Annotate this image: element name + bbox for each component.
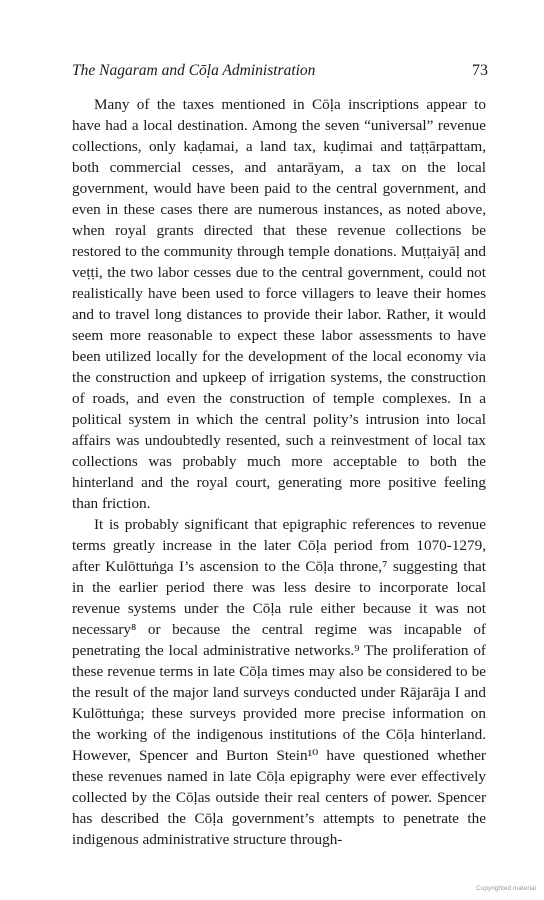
body-text [72, 94, 486, 850]
copyright-notice: Copyrighted material [476, 885, 536, 892]
page-number: 73 [472, 62, 488, 79]
running-head [72, 62, 488, 84]
paragraph-2: It is probably significant that epigraphic references to revenue terms greatly increase in the later Cōḷa period from 1070-1279, after Kulōttuṅga I’s ascension to the Cōḷa throne,⁷ suggesting that in the earlier period there was less desire to incorporate local revenue systems under the Cōḷa rule either because it was not necessary⁸ or because the central regime was incapable of penetrating the local administrative networks.⁹ The proliferation of these revenue terms in late Cōḷa times may also be considered to be the result of the major land surveys conducted under Rājarāja I and Kulōttuṅga; these surveys provided more precise information on the working of the indigenous institutions of the Cōḷa hinterland. However, Spencer and Burton Stein¹⁰ have questioned whether these revenues named in late Cōḷa epigraphy were ever effectively collected by the Cōḷas outside their real centers of power. Spencer has described the Cōḷa government’s attempts to penetrate the indigenous administrative structure through- [72, 516, 486, 848]
paragraph-1: Many of the taxes mentioned in Cōḷa inscriptions appear to have had a local destination. Among the seven “universal” revenue collections, only kaḍamai, a land tax, kuḍimai and taṭṭārpattam, both commercial cesses, and antarāyam, a tax on the local government, would have been paid to the central government, and even in these cases there are numerous instances, as noted above, when royal grants directed that these revenue collections be restored to the community through temple donations. Muṭṭaiyāḷ and veṭṭi, the two labor cesses due to the central government, could not realistically have been used to force villagers to leave their homes and to travel long distances to provide their labor. Rather, it would seem more reasonable to expect these labor assessments to have been utilized locally for the development of the local economy via the construction and upkeep of irrigation systems, the construction of roads, and even the construction of temple complexes. In a political system in which the central polity’s intrusion into local affairs was undoubtedly resented, such a reinvestment of local tax collections was probably much more acceptable to both the hinterland and the royal court, generating more positive feeling than friction. [72, 96, 486, 512]
running-title: The Nagaram and Cōḷa Administration [72, 62, 316, 79]
